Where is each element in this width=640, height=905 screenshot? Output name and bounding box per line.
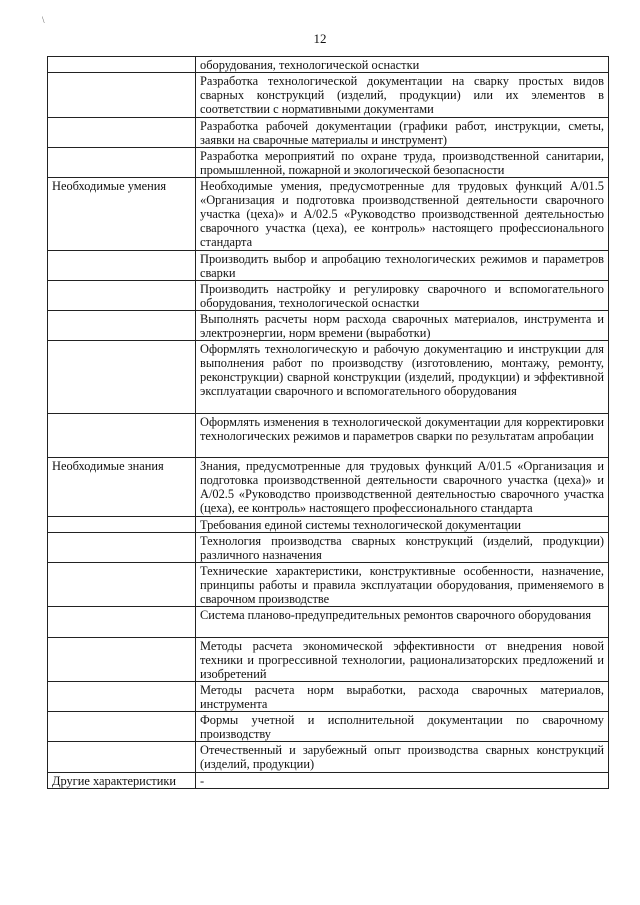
row-label	[48, 607, 196, 638]
row-text: Методы расчета экономической эффективности от внедрения новой техники и прогрессивной технологии, рационализаторских предложений и изобретений	[196, 638, 609, 682]
table-row	[48, 742, 609, 773]
row-label	[48, 341, 196, 414]
row-text: Необходимые умения, предусмотренные для трудовых функций А/01.5 «Организация и подготовка производственной деятельности сварочного участка (цеха)» и А/02.5 «Руководство производственной деятельностью сварочного участка (цеха), ее контроль» настоящего профессионального стандарта	[196, 178, 609, 251]
table-row	[48, 414, 609, 458]
row-label	[48, 682, 196, 712]
table-row	[48, 682, 609, 712]
row-text: Требования единой системы технологической документации	[196, 517, 609, 533]
row-label	[48, 148, 196, 178]
row-text: Отечественный и зарубежный опыт производства сварных конструкций (изделий, продукции)	[196, 742, 609, 773]
requirements-table	[47, 56, 609, 789]
table-row	[48, 57, 609, 73]
row-label	[48, 73, 196, 118]
row-text: Разработка мероприятий по охране труда, производственной санитарии, промышленной, пожарной и экологической безопасности	[196, 148, 609, 178]
row-text: Формы учетной и исполнительной документации по сварочному производству	[196, 712, 609, 742]
row-label-knowledge: Необходимые знания	[48, 458, 196, 517]
row-label	[48, 563, 196, 607]
table-row	[48, 773, 609, 789]
table-row	[48, 517, 609, 533]
row-text: -	[196, 773, 609, 789]
table-row	[48, 341, 609, 414]
row-label-skills: Необходимые умения	[48, 178, 196, 251]
row-label	[48, 712, 196, 742]
row-text: Оформлять технологическую и рабочую документацию и инструкции для выполнения работ по производству (изготовлению, монтажу, ремонту, реконструкции) сварной конструкции (изделий, продукции) и эффективной эксплуатации сварочного и вспомогательного оборудования	[196, 341, 609, 414]
row-text: Оформлять изменения в технологической документации для корректировки технологических режимов и параметров сварки по результатам апробации	[196, 414, 609, 458]
scan-corner-mark: \	[42, 15, 45, 25]
page-number: 12	[313, 31, 327, 46]
table-row	[48, 458, 609, 517]
row-label	[48, 533, 196, 563]
table-row	[48, 712, 609, 742]
table-row	[48, 251, 609, 281]
row-label	[48, 57, 196, 73]
table-row	[48, 148, 609, 178]
row-label	[48, 638, 196, 682]
row-text: Производить выбор и апробацию технологических режимов и параметров сварки	[196, 251, 609, 281]
row-label	[48, 251, 196, 281]
row-text: Выполнять расчеты норм расхода сварочных материалов, инструмента и электроэнергии, норм времени (выработки)	[196, 311, 609, 341]
row-label	[48, 414, 196, 458]
table-row	[48, 118, 609, 148]
row-text: Разработка рабочей документации (графики работ, инструкции, сметы, заявки на сварочные материалы и инструмент)	[196, 118, 609, 148]
row-label-other: Другие характеристики	[48, 773, 196, 789]
table-row	[48, 311, 609, 341]
table-row	[48, 281, 609, 311]
row-label	[48, 281, 196, 311]
row-text: Методы расчета норм выработки, расхода сварочных материалов, инструмента	[196, 682, 609, 712]
table-row	[48, 73, 609, 118]
table-row	[48, 533, 609, 563]
row-text: Технология производства сварных конструкций (изделий, продукции) различного назначения	[196, 533, 609, 563]
row-label	[48, 118, 196, 148]
table-row	[48, 607, 609, 638]
row-text: Технические характеристики, конструктивные особенности, назначение, принципы работы и правила эксплуатации оборудования, применяемого в сварочном производстве	[196, 563, 609, 607]
row-text: оборудования, технологической оснастки	[196, 57, 609, 73]
row-text: Разработка технологической документации на сварку простых видов сварных конструкций (изделий, продукции) или их элементов в соответствии с нормативными документами	[196, 73, 609, 118]
row-label	[48, 742, 196, 773]
row-text: Система планово-предупредительных ремонтов сварочного оборудования	[196, 607, 609, 638]
table-row	[48, 178, 609, 251]
table-row	[48, 638, 609, 682]
table-row	[48, 563, 609, 607]
row-text: Производить настройку и регулировку сварочного и вспомогательного оборудования, технологической оснастки	[196, 281, 609, 311]
row-label	[48, 517, 196, 533]
row-label	[48, 311, 196, 341]
row-text: Знания, предусмотренные для трудовых функций А/01.5 «Организация и подготовка производственной деятельности сварочного участка (цеха)» и А/02.5 «Руководство производственной деятельностью сварочного участка (цеха), ее контроль» настоящего профессионального стандарта	[196, 458, 609, 517]
